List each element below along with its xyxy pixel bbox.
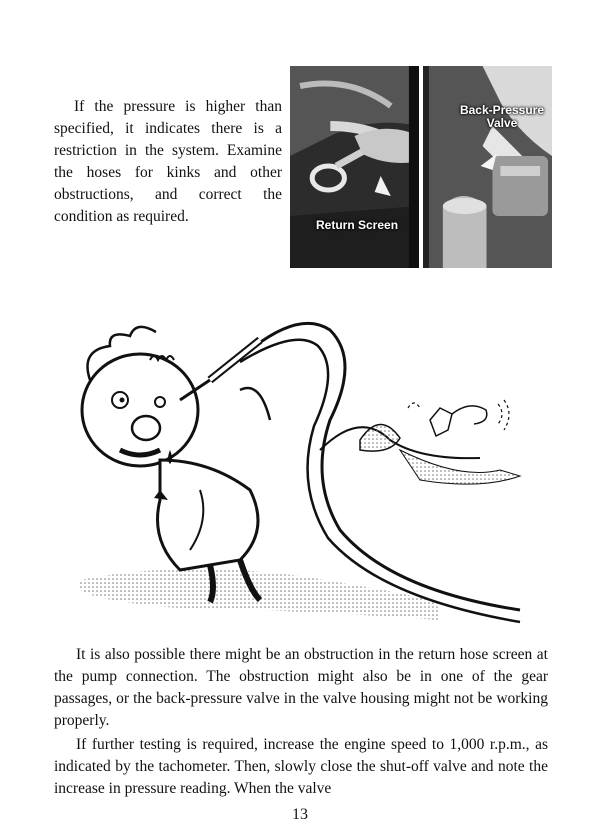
- return-screen-photo-art: [290, 66, 419, 268]
- callout-line-1: Back-Pressure: [459, 103, 544, 117]
- return-screen-photo: [290, 66, 419, 268]
- paragraph-further-testing: If further testing is required, increase the engine speed to 1,000 r.p.m., as indicated by the tachometer. Then, slowly close the shut-off valve and note the increase in pressure reading. When the valve: [54, 736, 548, 797]
- return-screen-callout: Return Screen: [316, 218, 399, 232]
- mechanic-blowing-hose-cartoon: [60, 290, 540, 630]
- back-pressure-valve-photo: [423, 66, 552, 268]
- cartoon-illustration: [60, 290, 540, 630]
- page-number: 13: [292, 806, 308, 823]
- back-pressure-valve-callout: [460, 104, 544, 130]
- back-pressure-valve-photo-art: [423, 66, 552, 268]
- photo-panel: [290, 66, 552, 268]
- callout-line-2: Valve: [486, 116, 518, 130]
- paragraph-obstruction: It is also possible there might be an obstruction in the return hose screen at the pump connection. The obstruction might also be in one of the gear passages, or the back-pressure valve in the valve housing might not be working properly.: [54, 646, 548, 729]
- intro-paragraph: If the pressure is higher than specified, it indicates there is a restriction in the system. Examine the hoses for kinks and other obstructions, and correct the condition as required.: [54, 98, 282, 225]
